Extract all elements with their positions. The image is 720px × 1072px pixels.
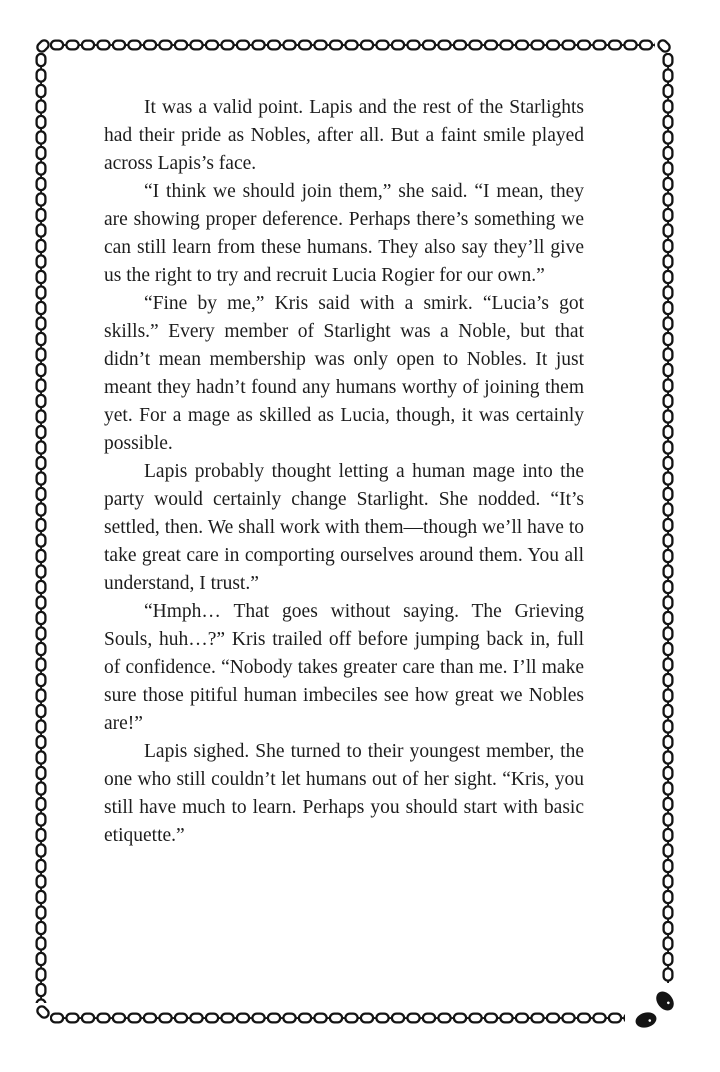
chain-bottom-edge bbox=[50, 1012, 625, 1024]
paragraph: Lapis probably thought letting a human mage into the party would certainly change Starlight. She nodded. “It’s settled, then. We shall work with them—though we’ll have to take great care in comporting ourselves around them. You all understand, I trust.” bbox=[104, 461, 584, 594]
chain-corner-top-right bbox=[657, 39, 672, 54]
paragraph: Lapis sighed. She turned to their youngest member, the one who still couldn’t let humans out of her sight. “Kris, you still have much to learn. Perhaps you should start with basic etiquette.” bbox=[104, 741, 584, 846]
chain-top-edge bbox=[50, 39, 655, 51]
chain-end-bead-bottom bbox=[634, 1010, 658, 1030]
page-text bbox=[104, 94, 584, 850]
chain-end-bead-right bbox=[653, 988, 678, 1014]
chain-left-edge bbox=[35, 53, 47, 1003]
paragraph: “I think we should join them,” she said. “I mean, they are showing proper deference. Perhaps there’s something we can still learn from these humans. They also say they’ll give us the right to try and recruit Lucia Rogier for our own.” bbox=[104, 181, 584, 286]
paragraph: It was a valid point. Lapis and the rest of the Starlights had their pride as Nobles, after all. But a faint smile played across Lapis’s face. bbox=[104, 97, 584, 174]
paragraph: “Hmph… That goes without saying. The Grieving Souls, huh…?” Kris trailed off before jumping back in, full of confidence. “Nobody takes greater care than me. I’ll make sure those pitiful human imbeciles see how great we Nobles are!” bbox=[104, 601, 584, 734]
paragraph: “Fine by me,” Kris said with a smirk. “Lucia’s got skills.” Every member of Starlight was a Noble, but that didn’t mean membership was only open to Nobles. It just meant they hadn’t found any humans worthy of joining them yet. For a mage as skilled as Lucia, though, it was certainly possible. bbox=[104, 293, 584, 454]
chain-corner-top-left bbox=[36, 39, 51, 54]
chain-right-edge bbox=[662, 53, 674, 983]
chain-corner-bottom-left bbox=[36, 1005, 51, 1020]
